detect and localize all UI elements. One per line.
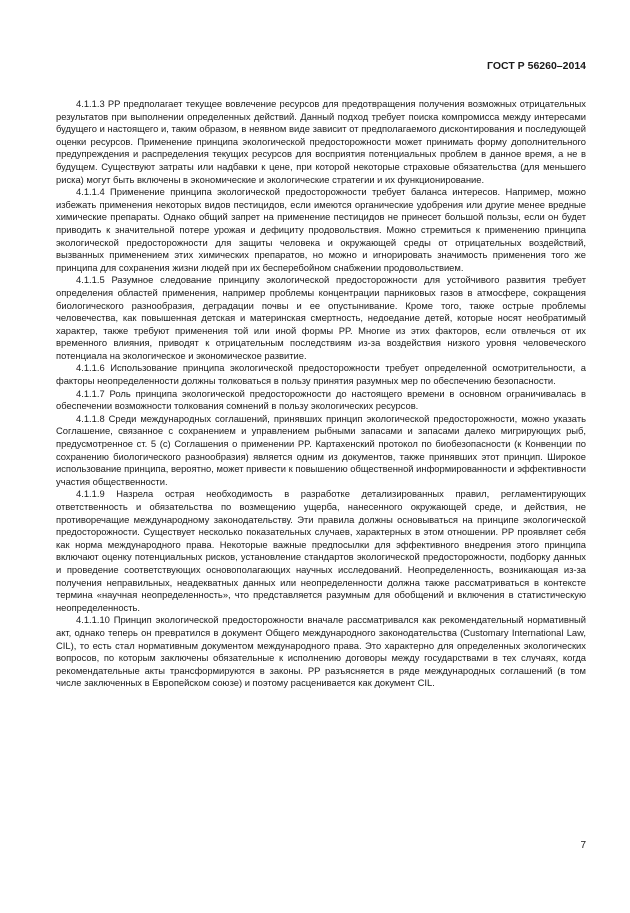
document-header: ГОСТ Р 56260–2014 xyxy=(487,60,586,72)
paragraph-4-1-1-8: 4.1.1.8 Среди международных соглашений, принявших принцип экологической предосторожности, можно указать Соглашение, связанное с сохранением и управлением рыбными запасами и запасами далеко мигрирующих рыб, предусмотренное ст. 5 (с) Соглашения о применении PP. Картахенский протокол по биобезопасности (к Конвенции по сохранению биологического разнообразия) является одним из документов, также принявших этот принцип. Широкое использование принципа, вероятно, может привести к повышению общественной информированности и эффективности участия общественности. xyxy=(56,412,586,487)
paragraph-4-1-1-7: 4.1.1.7 Роль принципа экологической предосторожности до настоящего времени в основном ограничивалась в обеспечении возможности толкования сомнений в пользу экологических ресурсов. xyxy=(56,387,586,412)
page-number: 7 xyxy=(580,840,586,851)
paragraph-4-1-1-5: 4.1.1.5 Разумное следование принципу экологической предосторожности для устойчивого развития требует определения областей применения, например проблемы концентрации парниковых газов в атмосфере, сокращения биологического разнообразия, деградации почвы и ее опустынивание. Кроме того, также острые проблемы человечества, как повышенная детская и материнская смертность, недоедание детей, которые носят необратимый характер, также требуют применения той или иной формы PP. Многие из этих факторов, если отвлечься от их временного влияния, приводят к отрицательным последствиям из-за воздействия низкого уровня человеческого потенциала на экологическое и экономическое развитие. xyxy=(56,274,586,361)
document-body xyxy=(56,98,586,690)
paragraph-4-1-1-3: 4.1.1.3 PP предполагает текущее вовлечение ресурсов для предотвращения получения возможных отрицательных результатов при выполнении определенных действий. Данный подход требует поиска компромисса между интересами будущего и настоящего и, таким образом, в неявном виде зависит от предполагаемого дисконтирования и последующей оценки ресурсов. Применение принципа экологической предосторожности может принимать форму дополнительного предупреждения и распределения текущих ресурсов для восприятия потенциальных проблем в данное время, а не в будущем. Существуют затраты или надбавки к цене, при которой некоторые страховые обязательства (для меньшего риска) могут быть включены в экономические и экологические стратегии и их функционирование. xyxy=(56,98,586,185)
paragraph-4-1-1-9: 4.1.1.9 Назрела острая необходимость в разработке детализированных правил, регламентирующих ответственность и обязательства по возмещению ущерба, нанесенного окружающей среде, и действия, не противоречащие международному законодательству. Эти правила должны основываться на принципе экологической предосторожности. Существует несколько показательных случаев, характерных в этом отношении. PP проявляет себя как норма международного права. Некоторые важные предпосылки для эффективного внедрения этого принципа включают оценку потенциальных рисков, установление стандартов экологической предосторожности, подборку данных и проведение соответствующих основополагающих научных исследований. Неопределенность, возникающая из-за получения неправильных, неадекватных данных или неопределенности должна также рассматриваться в контексте термина «научная неопределенность», что представляется разумным для обобщений и включения в статистическую неопределенность. xyxy=(56,488,586,613)
paragraph-4-1-1-10: 4.1.1.10 Принцип экологической предосторожности вначале рассматривался как рекомендательный нормативный акт, однако теперь он превратился в документ Общего международного законодательства (Customary International Law, CIL), то есть стал нормативным документом международного права. Это характерно для определенных экологических вопросов, по которым заключены обязательные к исполнению договоры между государствами в тех случаях, когда рекомендательные акты трансформируются в законы. PP разъясняется в ряде международных соглашений (в том числе заключенных в Европейском союзе) и поэтому расценивается как документ CIL. xyxy=(56,614,586,689)
paragraph-4-1-1-4: 4.1.1.4 Применение принципа экологической предосторожности требует баланса интересов. Например, можно избежать применения некоторых видов пестицидов, если имеются органические удобрения или другие менее вредные химические препараты. Однако общий запрет на применение пестицидов не принесет большой пользы, если он будет приводить к значительной потере урожая и дефициту продовольствия. Можно стремиться к применению принципа экологической предосторожности для защиты человека и окружающей среды от отрицательных воздействий, вызванных применением этих химических препаратов, но можно и игнорировать значимость применения того же принципа для сохранения жизни людей при их бесперебойном снабжении продовольствием. xyxy=(56,186,586,273)
paragraph-4-1-1-6: 4.1.1.6 Использование принципа экологической предосторожности требует определенной осмотрительности, а факторы неопределенности должны толковаться в пользу принятия разумных мер по обеспечению безопасности. xyxy=(56,362,586,387)
